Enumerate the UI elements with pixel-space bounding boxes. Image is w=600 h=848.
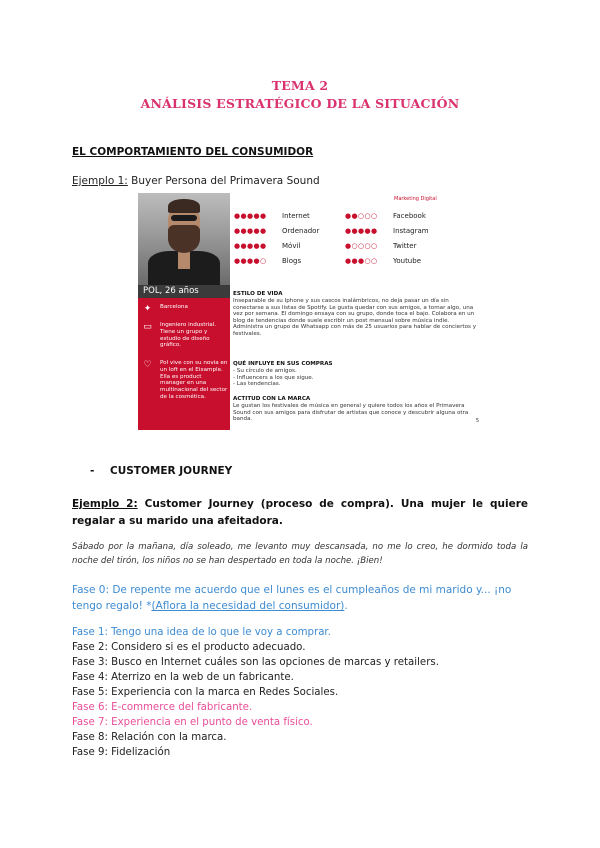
example-2-text: Customer Journey (proceso de compra). Una mujer le quiere regalar a su marido una afeitadora. (72, 498, 528, 527)
example-1-label: Ejemplo 1: (72, 175, 128, 187)
journey-phase-3: Fase 3: Busco en Internet cuáles son las opciones de marcas y retailers. (72, 657, 439, 668)
lifestyle-text: Inseparable de su Iphone y sus cascos inalámbricos, no deja pasar un día sin conectarse a sus listas de Spotify. Le gusta quedar con sus amigos, a tomar algo, una vez por semana. El domingo ensaya con su grupo, donde toca el bajo. Colabora en un blog de tendencias donde suele escribir un post mensual sobre música indie. Administra un grupo de Whatsapp con más de 25 usuarios para hablar de conciertos y festivales. (233, 298, 477, 337)
journey-phase-6: Fase 6: E-commerce del fabricante. (72, 702, 253, 713)
section-heading-consumer-behaviour: EL COMPORTAMIENTO DEL CONSUMIDOR (72, 146, 314, 158)
brand-attitude-text: Le gustan los festivales de música en general y quiere todos los años el Primavera Sound con sus amigos para disfrutar de artistas que conoce y descubrir alguna otra banda. (233, 403, 469, 422)
journey-phase-7: Fase 7: Experiencia en el punto de venta físico. (72, 717, 313, 728)
purchase-influence-heading: QUÉ INFLUYE EN SUS COMPRAS (233, 361, 333, 367)
location-icon: ✦ (143, 304, 152, 314)
journey-phase-8: Fase 8: Relación con la marca. (72, 732, 227, 743)
example-2-caption (72, 496, 528, 530)
journey-phase-1: Fase 1: Tengo una idea de lo que le voy a comprar. (72, 627, 331, 638)
persona-info-panel: ✦ Barcelona ▭ Ingeniero industrial. Tiene un grupo y estudio de diseño gráfico. ♡ Pol vive con su novia en un loft en el Eixample. Ella es product manager en una multinacional del sector de la cosmética. (138, 298, 230, 430)
marketing-digital-label: Marketing Digital (394, 196, 437, 202)
briefcase-icon: ▭ (143, 322, 152, 332)
consumer-need-link[interactable]: (Aflora la necesidad del consumidor) (151, 600, 345, 612)
persona-photo (138, 193, 230, 285)
document-title-main: ANÁLISIS ESTRATÉGICO DE LA SITUACIÓN (140, 96, 460, 111)
persona-page-number: 5 (475, 418, 479, 424)
document-title-topic: TEMA 2 (271, 78, 329, 93)
lifestyle-heading: ESTILO DE VIDA (233, 291, 283, 297)
journey-phase-5: Fase 5: Experiencia con la marca en Redes Sociales. (72, 687, 339, 698)
buyer-persona-card: POL, 26 años ✦ Barcelona ▭ Ingeniero industrial. Tiene un grupo y estudio de diseño gráfico. ♡ Pol vive con su novia en un loft en el Eixample. Ella es product manager en una multinacional del sector de la cosmética. Marketing Digital ●●●●● Internet ●●●●● Ordenador ●●●●● Móvil ●●●●○ Blogs ●●○○○ Facebook ●●●●● Instagram ●○○○○ Twitter ●●●○○ Youtube ESTILO DE VIDA Inseparable de su Iphone y sus cascos inalámbricos, no deja pasar un día sin conectarse a sus listas de Spotify. Le gusta quedar con sus amigos, a tomar algo, una vez por semana. El domingo ensaya con su grupo, donde toca el bajo. Colabora en un blog de tendencias donde suele escribir un post mensual sobre música indie. Administra un grupo de Whatsapp con más de 25 usuarios para hablar de conciertos y festivales. QUÉ INFLUYE EN SUS COMPRAS - Su círculo de amigos. - Influencers a los que sigue. - Las tendencias. ACTITUD CON LA MARCA Le gustan los festivales de música en general y quiere todos los años el Primavera Sound con sus amigos para disfrutar de artistas que conoce y descubrir alguna otra banda. 5 (138, 193, 483, 430)
journey-phase-0: Fase 0: De repente me acuerdo que el lunes es el cumpleaños de mi marido y... ¡no tengo regalo! *(Aflora la necesidad del consumidor). (72, 584, 512, 612)
journey-phase-4: Fase 4: Aterrizo en la web de un fabricante. (72, 672, 294, 683)
persona-left-column (138, 193, 230, 430)
example-2-label: Ejemplo 2: (72, 498, 138, 510)
journey-story-intro: Sábado por la mañana, día soleado, me levanto muy descansada, no me lo creo, he dormido toda la noche del tirón, los niños no se han despertado en toda la noche. ¡Bien! (72, 542, 528, 566)
example-1-caption (72, 175, 320, 187)
journey-phase-9: Fase 9: Fidelización (72, 747, 171, 758)
brand-attitude-heading: ACTITUD CON LA MARCA (233, 396, 311, 402)
purchase-influence-list: - Su círculo de amigos. - Influencers a los que sigue. - Las tendencias. (233, 368, 314, 387)
persona-name: POL, 26 años (138, 285, 230, 298)
heart-icon: ♡ (143, 360, 152, 370)
journey-phase-2: Fase 2: Considero si es el producto adecuado. (72, 642, 306, 653)
bullet-dash: - (90, 465, 95, 477)
example-1-text: Buyer Persona del Primavera Sound (127, 175, 320, 187)
